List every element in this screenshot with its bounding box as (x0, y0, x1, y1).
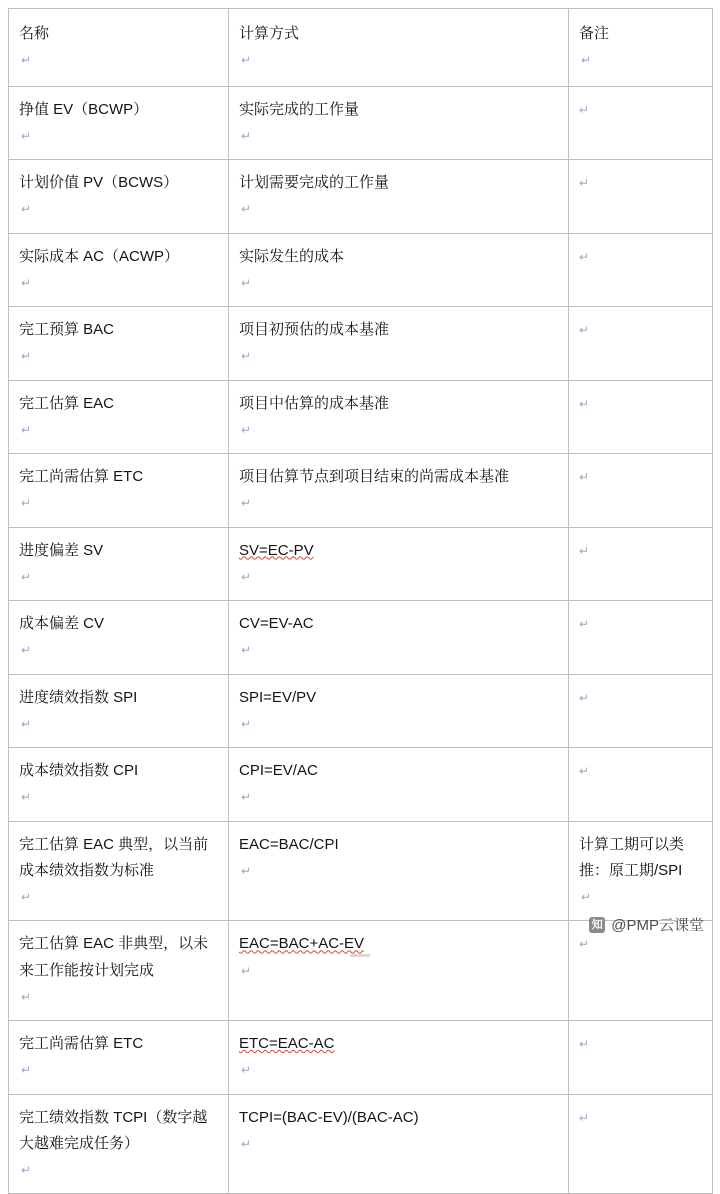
table-row (9, 160, 713, 234)
column-header-name: 名称 ↵ (9, 9, 229, 87)
row-formula-cell: 项目估算节点到项目结束的尚需成本基准 ↵ (229, 454, 569, 528)
paragraph-mark-icon: ↵ (21, 53, 32, 68)
row-remark-cell (569, 233, 713, 307)
paragraph-mark-icon: ↵ (579, 764, 590, 778)
row-name-cell: 挣值 EV（BCWP） ↵ (9, 86, 229, 160)
row-name-cell: 实际成本 AC（ACWP） ↵ (9, 233, 229, 307)
row-formula-cell: 实际发生的成本 ↵ (229, 233, 569, 307)
table-row (9, 921, 713, 1021)
paragraph-mark-icon: ↵ (21, 890, 32, 904)
paragraph-mark-icon: ↵ (579, 1110, 590, 1125)
paragraph-mark-icon: ↵ (21, 349, 32, 364)
paragraph-mark-icon: ↵ (241, 643, 252, 658)
paragraph-mark-icon: ↵ (21, 716, 32, 731)
paragraph-mark-icon: ↵ (241, 496, 252, 511)
table-body (9, 9, 713, 1194)
zhihu-logo-icon: 知 (589, 917, 605, 933)
paragraph-mark-icon: ↵ (579, 396, 590, 411)
paragraph-mark-icon: ↵ (579, 470, 590, 484)
paragraph-mark-icon: ↵ (21, 275, 32, 290)
paragraph-mark-icon: ↵ (579, 102, 590, 117)
row-formula-cell: ETC=EAC-AC ↵ (229, 1021, 569, 1095)
row-formula-cell: 计划需要完成的工作量 ↵ (229, 160, 569, 234)
row-formula-cell: EAC=BAC/CPI ↵ (229, 821, 569, 921)
paragraph-mark-icon: ↵ (21, 643, 32, 658)
paragraph-mark-icon: ↵ (241, 1063, 252, 1078)
table-row (9, 233, 713, 307)
table-row (9, 380, 713, 454)
column-header-remark: 备注 ↵ (569, 9, 713, 87)
earned-value-table (8, 8, 713, 1194)
row-name-cell: 进度绩效指数 SPI ↵ (9, 674, 229, 748)
table-row (9, 1021, 713, 1095)
paragraph-mark-icon: ↵ (241, 963, 252, 978)
row-remark-cell (569, 601, 713, 675)
table-row (9, 1094, 713, 1194)
paragraph-mark-icon: ↵ (21, 989, 32, 1004)
paragraph-mark-icon: ↵ (21, 202, 32, 217)
watermark-text: @PMP云课堂 (611, 917, 704, 934)
row-name-cell: 成本绩效指数 CPI ↵ (9, 748, 229, 822)
table-row (9, 527, 713, 601)
paragraph-mark-icon: ↵ (579, 937, 590, 952)
row-remark-cell (569, 1094, 713, 1194)
row-formula-cell: SV=EC-PV ↵ (229, 527, 569, 601)
paragraph-mark-icon: ↵ (241, 422, 252, 437)
row-name-cell: 完工估算 EAC 典型，以当前成本绩效指数为标准 ↵ (9, 821, 229, 921)
table-row (9, 674, 713, 748)
paragraph-mark-icon: ↵ (241, 863, 252, 878)
table-row (9, 86, 713, 160)
paragraph-mark-icon: ↵ (579, 1037, 590, 1051)
paragraph-mark-icon: ↵ (579, 690, 590, 705)
row-remark-cell (569, 160, 713, 234)
row-formula-cell: TCPI=(BAC-EV)/(BAC-AC) ↵ (229, 1094, 569, 1194)
paragraph-mark-icon: ↵ (21, 128, 32, 143)
table-row (9, 748, 713, 822)
row-name-cell: 完工预算 BAC ↵ (9, 307, 229, 381)
paragraph-mark-icon: ↵ (579, 617, 590, 631)
table-row (9, 821, 713, 921)
paragraph-mark-icon: ↵ (579, 249, 590, 264)
row-remark-cell (569, 748, 713, 822)
row-remark-cell (569, 454, 713, 528)
row-formula-cell: 项目中估算的成本基准 ↵ (229, 380, 569, 454)
paragraph-mark-icon: ↵ (579, 176, 590, 190)
row-remark-cell (569, 921, 713, 1021)
table-row (9, 454, 713, 528)
row-remark-cell: 计算工期可以类推：原工期/SPI ↵ (569, 821, 713, 921)
paragraph-mark-icon: ↵ (579, 543, 590, 558)
paragraph-mark-icon: ↵ (21, 790, 32, 805)
paragraph-mark-icon: ↵ (241, 202, 252, 217)
paragraph-mark-icon: ↵ (21, 1163, 32, 1177)
row-formula-cell: CPI=EV/AC ↵ (229, 748, 569, 822)
row-remark-cell (569, 307, 713, 381)
paragraph-mark-icon: ↵ (241, 716, 252, 731)
row-remark-cell (569, 527, 713, 601)
row-remark-cell (569, 380, 713, 454)
row-formula-cell: CV=EV-AC ↵ (229, 601, 569, 675)
row-name-cell: 计划价值 PV（BCWS） ↵ (9, 160, 229, 234)
row-formula-cell: 实际完成的工作量 ↵ (229, 86, 569, 160)
row-formula-cell: SPI=EV/PV ↵ (229, 674, 569, 748)
row-name-cell: 成本偏差 CV ↵ (9, 601, 229, 675)
paragraph-mark-icon: ↵ (241, 569, 252, 584)
watermark (589, 914, 704, 935)
row-remark-cell (569, 86, 713, 160)
paragraph-mark-icon: ↵ (241, 349, 252, 364)
paragraph-mark-icon: ↵ (241, 275, 252, 290)
row-remark-cell (569, 674, 713, 748)
row-name-cell: 完工尚需估算 ETC ↵ (9, 454, 229, 528)
paragraph-mark-icon: ↵ (579, 323, 590, 337)
row-name-cell: 进度偏差 SV ↵ (9, 527, 229, 601)
row-formula-cell: EAC=BAC+AC-EV ↵ (229, 921, 569, 1021)
table-row (9, 601, 713, 675)
paragraph-mark-icon: ↵ (21, 496, 32, 511)
row-name-cell: 完工尚需估算 ETC ↵ (9, 1021, 229, 1095)
paragraph-mark-icon: ↵ (21, 1063, 32, 1078)
table-header-row (9, 9, 713, 87)
paragraph-mark-icon: ↵ (241, 1136, 252, 1151)
column-header-formula: 计算方式 ↵ (229, 9, 569, 87)
paragraph-mark-icon: ↵ (581, 53, 592, 68)
row-name-cell: 完工估算 EAC 非典型，以未来工作能按计划完成 ↵ (9, 921, 229, 1021)
paragraph-mark-icon: ↵ (241, 53, 252, 68)
row-remark-cell (569, 1021, 713, 1095)
paragraph-mark-icon: ↵ (21, 569, 32, 584)
row-name-cell: 完工估算 EAC ↵ (9, 380, 229, 454)
table-row (9, 307, 713, 381)
row-formula-cell: 项目初预估的成本基准 ↵ (229, 307, 569, 381)
paragraph-mark-icon: ↵ (241, 128, 252, 143)
paragraph-mark-icon: ↵ (241, 790, 252, 805)
paragraph-mark-icon: ↵ (581, 890, 592, 904)
row-name-cell: 完工绩效指数 TCPI（数字越大越难完成任务） ↵ (9, 1094, 229, 1194)
paragraph-mark-icon: ↵ (21, 422, 32, 437)
